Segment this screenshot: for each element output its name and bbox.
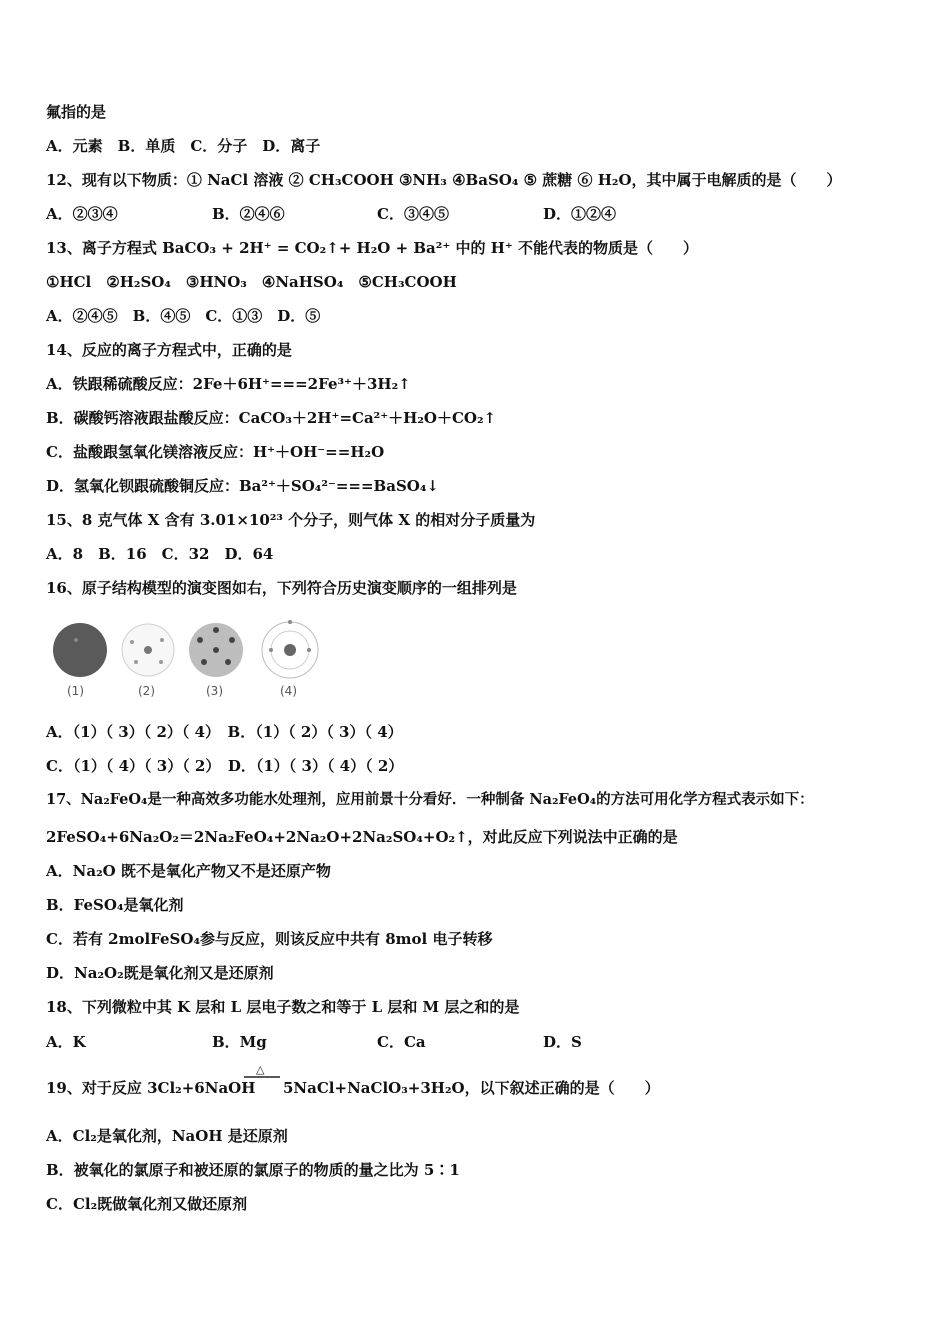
heat-symbol: △ — [256, 1063, 265, 1076]
q19-option-a: A．Cl₂是氧化剂，NaOH 是还原剂 — [46, 1127, 288, 1145]
q18-option-d: D．S — [543, 1033, 582, 1051]
q15-stem: 15、8 克气体 X 含有 3.01×10²³ 个分子，则气体 X 的相对分子质量为 — [46, 511, 536, 529]
q17-equation: 2FeSO₄+6Na₂O₂＝2Na₂FeO₄+2Na₂O+2Na₂SO₄+O₂↑，对此反应下列说法中正确的是 — [46, 828, 678, 846]
q17-option-b: B．FeSO₄是氧化剂 — [46, 896, 184, 914]
q16-options-row-1: A．（1）（ 3）（ 2）（ 4） B．（1）（ 2）（ 3）（ 4） — [46, 723, 403, 741]
q15-options: A．8 B．16 C．32 D．64 — [46, 545, 274, 563]
q12-option-a: A．②③④ — [46, 205, 118, 223]
q14-option-a: A．铁跟稀硫酸反应：2Fe＋6H⁺===2Fe³⁺＋3H₂↑ — [46, 375, 411, 393]
q13-stem: 13、离子方程式 BaCO₃ + 2H⁺ = CO₂↑+ H₂O + Ba²⁺ 中的 H⁺ 不能代表的物质是（ ） — [46, 239, 699, 257]
q11-options: A．元素 B．单质 C．分子 D．离子 — [46, 137, 321, 155]
figure-label-3: (3) — [206, 684, 223, 698]
q17-option-a: A．Na₂O 既不是氧化产物又不是还原产物 — [46, 862, 331, 880]
figure-label-4: (4) — [280, 684, 297, 698]
figure-label-2: (2) — [138, 684, 155, 698]
heat-arrow-icon — [244, 1062, 280, 1080]
q16-stem: 16、原子结构模型的演变图如右，下列符合历史演变顺序的一组排列是 — [46, 579, 517, 597]
q17-stem: 17、Na₂FeO₄是一种高效多功能水处理剂，应用前景十分看好．一种制备 Na₂FeO₄的方法可用化学方程式表示如下： — [46, 791, 814, 808]
q19-option-b: B．被氧化的氯原子和被还原的氯原子的物质的量之比为 5∶1 — [46, 1161, 460, 1179]
q17-option-c: C．若有 2molFeSO₄参与反应，则该反应中共有 8mol 电子转移 — [46, 930, 493, 948]
q13-options: A．②④⑤ B．④⑤ C．①③ D．⑤ — [46, 307, 321, 325]
q14-option-c: C．盐酸跟氢氧化镁溶液反应：H⁺＋OH⁻==H₂O — [46, 443, 385, 461]
q19-stem-right: 5NaCl+NaClO₃+3H₂O，以下叙述正确的是（ ） — [283, 1079, 660, 1097]
q12-option-d: D．①②④ — [543, 205, 617, 223]
q11-stem-tail: 氟指的是 — [46, 103, 107, 121]
q17-option-d: D．Na₂O₂既是氧化剂又是还原剂 — [46, 964, 274, 982]
q18-option-c: C．Ca — [377, 1033, 426, 1051]
q19-stem-left: 19、对于反应 3Cl₂+6NaOH — [46, 1079, 256, 1097]
q18-stem: 18、下列微粒中其 K 层和 L 层电子数之和等于 L 层和 M 层之和的是 — [46, 998, 520, 1016]
q13-substances: ①HCl ②H₂SO₄ ③HNO₃ ④NaHSO₄ ⑤CH₃COOH — [46, 273, 457, 291]
q18-option-b: B．Mg — [212, 1033, 267, 1051]
q16-options-row-2: C．（1）（ 4）（ 3）（ 2） D．（1）（ 3）（ 4）（ 2） — [46, 757, 404, 775]
q14-option-b: B．碳酸钙溶液跟盐酸反应：CaCO₃＋2H⁺=Ca²⁺＋H₂O＋CO₂↑ — [46, 409, 497, 427]
q12-option-c: C．③④⑤ — [377, 205, 449, 223]
q12-stem: 12、现有以下物质：① NaCl 溶液 ② CH₃COOH ③NH₃ ④BaSO₄ ⑤ 蔗糖 ⑥ H₂O，其中属于电解质的是（ ） — [46, 171, 842, 189]
q14-option-d: D．氢氧化钡跟硫酸铜反应：Ba²⁺＋SO₄²⁻===BaSO₄↓ — [46, 477, 439, 495]
q19-option-c: C．Cl₂既做氧化剂又做还原剂 — [46, 1195, 248, 1213]
atomic-models-figure — [48, 618, 338, 700]
q12-option-b: B．②④⑥ — [212, 205, 285, 223]
q18-option-a: A．K — [46, 1033, 86, 1051]
q14-stem: 14、反应的离子方程式中，正确的是 — [46, 341, 292, 359]
figure-label-1: (1) — [67, 684, 84, 698]
